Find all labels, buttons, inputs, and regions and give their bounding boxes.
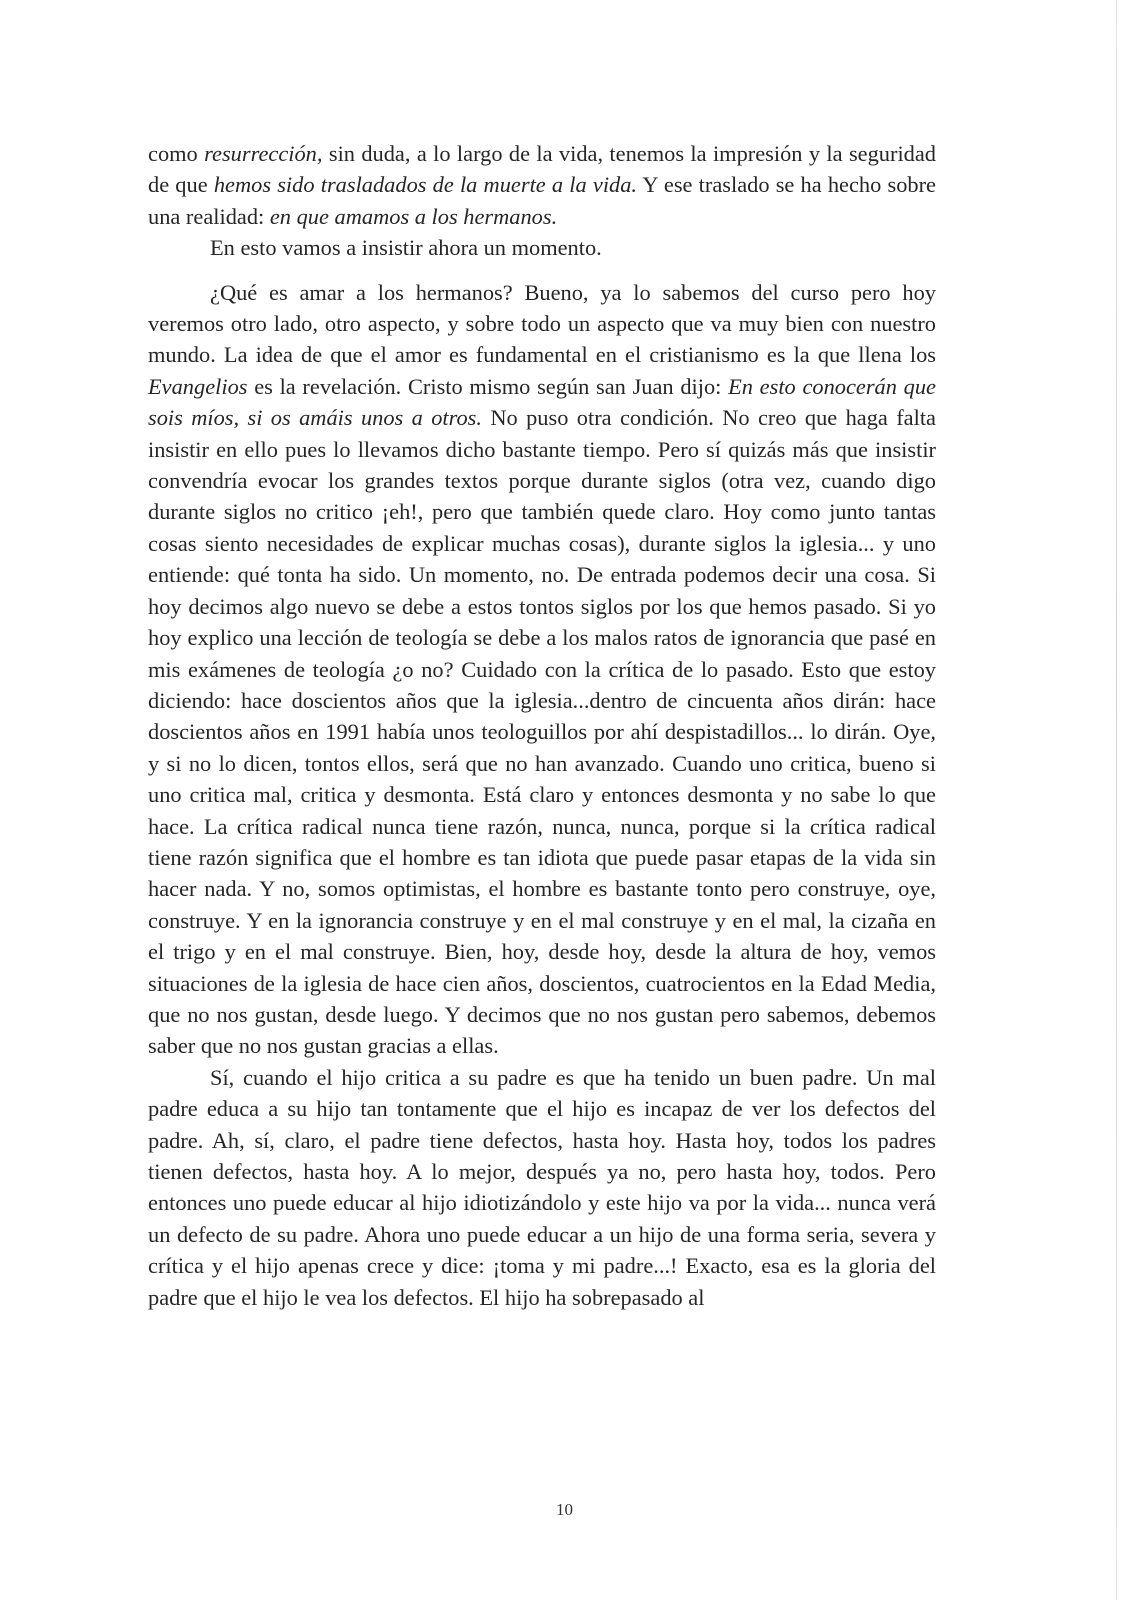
paragraph-1 — [148, 138, 936, 232]
italic-span: En esto conocerán que sois míos, si os amáis unos a otros. — [148, 373, 936, 431]
body-text — [148, 138, 936, 1313]
text-span: es la revelación. Cristo mismo según san Juan dijo: — [247, 373, 729, 399]
paragraph-4 — [148, 1062, 936, 1313]
page-number: 10 — [556, 1500, 573, 1519]
paragraph-3 — [148, 277, 936, 1062]
text-span: sin duda, a lo largo de la vida, tenemos la impresión y la seguridad de que — [148, 141, 937, 198]
text-span: ¿Qué es amar a los hermanos? Bueno, ya lo sabemos del curso pero hoy veremos otro lado, otro aspecto, y sobre todo un aspecto que va muy bien con nuestro mundo. La idea de que el amor es fundamental en el cristianismo es la que llena los — [148, 279, 936, 368]
text-span: Y ese traslado se ha hecho sobre una realidad: — [148, 172, 936, 229]
text-span: No puso otra condición. No creo que haga falta insistir en ello pues lo llevamos dicho bastante tiempo. Pero sí quizás más que insistir convendría evocar los grandes textos porque durante siglos (otra vez, cuando digo durante siglos no critico ¡eh!, pero que también quede claro. Hoy como junto tantas cosas siento necesidades de explicar muchas cosas), durante siglos la iglesia... y uno entiende: qué tonta ha sido. Un momento, no. De entrada podemos decir una cosa. Si hoy decimos algo nuevo se debe a estos tontos siglos por los que hemos pasado. Si yo hoy explico una lección de teología se debe a los malos ratos de ignorancia que pasé en mis exámenes de teología ¿o no? Cuidado con la crítica de lo pasado. Esto que estoy diciendo: hace doscientos años que la iglesia...dentro de cincuenta años dirán: hace doscientos años en 1991 había unos teologuillos por ahí despistadillos... lo dirán. Oye, y si no lo dicen, tontos ellos, será que no han avanzado. Cuando uno critica, bueno si uno critica mal, critica y desmonta. Está claro y entonces desmonta y no sabe lo que hace. La crítica radical nunca tiene razón, nunca, nunca, porque si la crítica radical tiene razón significa que el hombre es tan idiota que puede pasar etapas de la vida sin hacer nada. Y no, somos optimistas, el hombre es bastante tonto pero construye, oye, construye. Y en la ignorancia construye y en el mal construye y en el mal, la cizaña en el trigo y en el mal construye. Bien, hoy, desde hoy, desde la altura de hoy, vemos situaciones de la iglesia de hace cien años, doscientos, cuatrocientos en la Edad Media, que no nos gustan, desde luego. Y decimos que no nos gustan pero sabemos, debemos saber que no nos gustan gracias a ellas. — [148, 405, 936, 1059]
scan-page-edge — [1116, 0, 1117, 1600]
text-span: En esto vamos a insistir ahora un momento. — [210, 235, 602, 261]
italic-span: hemos sido trasladados de la muerte a la vida. — [213, 172, 638, 198]
paragraph-2 — [148, 232, 936, 263]
italic-span: resurrección, — [204, 141, 323, 166]
italic-span: en que amamos a los hermanos. — [269, 203, 558, 229]
italic-span: Evangelios — [148, 373, 248, 399]
text-span: Sí, cuando el hijo critica a su padre es que ha tenido un buen padre. Un mal padre educa a su hijo tan tontamente que el hijo es incapaz de ver los defectos del padre. Ah, sí, claro, el padre tiene defectos, hasta hoy. Hasta hoy, todos los padres tienen defectos, hasta hoy. A lo mejor, después ya no, pero hasta hoy, todos. Pero entonces uno puede educar al hijo idiotizándolo y este hijo va por la vida... nunca verá un defecto de su padre. Ahora uno puede educar a un hijo de una forma seria, severa y crítica y el hijo apenas crece y dice: ¡toma y mi padre...! Exacto, esa es la gloria del padre que el hijo le vea los defectos. El hijo ha sobrepasado al — [148, 1064, 936, 1310]
text-span: como — [148, 141, 205, 166]
